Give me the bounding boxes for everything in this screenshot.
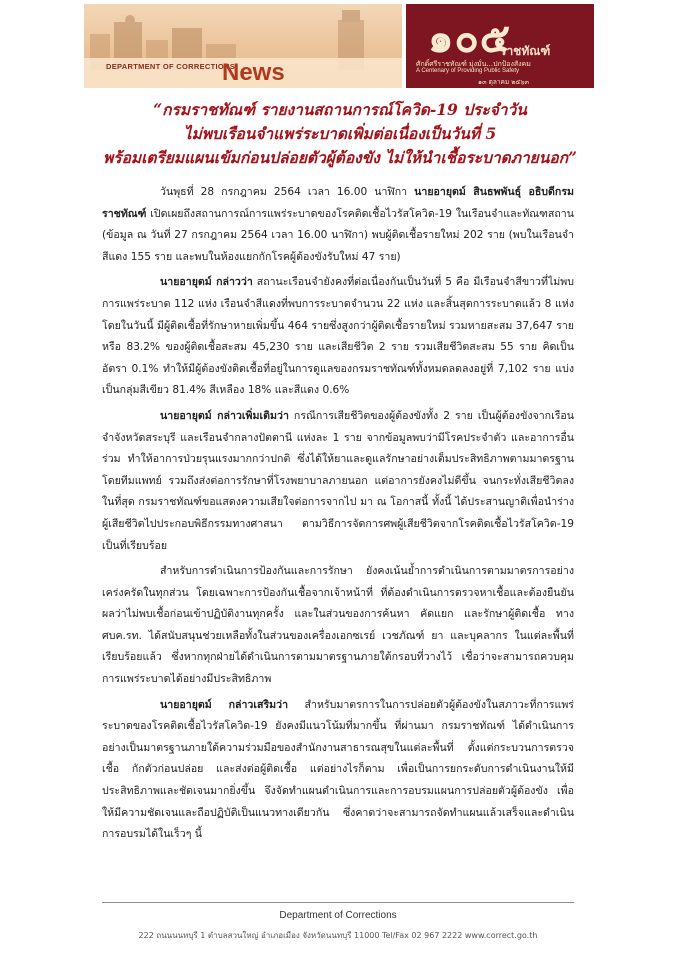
news-banner-panel [84,4,402,88]
p3-lead: นายอายุตม์ กล่าวเพิ่มเติมว่า [160,409,289,422]
slogan-thai: ศักดิ์ศรีราชทัณฑ์ มุ่งมั่น...ปกป้องสังคม [416,60,531,68]
slogan-english: A Centenary of Providing Public Safety [416,68,520,74]
p1-text: เปิดเผยถึงสถานการณ์การแพร่ระบาดของโรคติดเชื้อไวรัสโควิด-19 ในเรือนจำและทัณฑสถาน (ข้อมูล ณ วันที่ 27 กรกฎาคม 2564 เวลา 16.00 นาฬิกา) พบผู้ติดเชื้อรายใหม่ 202 ราย (พบในเรือนจำสีแดง 155 ราย และพบในห้องแยกกักโรคผู้ต้องขังรับใหม่ 47 ราย) [102,207,574,263]
p5-lead: นายอายุตม์ กล่าวเสริมว่า [160,698,289,711]
paragraph-1 [102,182,574,268]
p1-lead: วันพุธที่ 28 กรกฎาคม 2564 เวลา 16.00 นาฬิกา [160,186,415,198]
director-name: นายอายุตม์ สินธพพันธุ์ อธิบดีกรมราชทัณฑ์ [102,186,574,220]
footer-divider [102,902,574,903]
paragraph-5 [102,695,574,846]
anniversary-date: ๑๓ ตุลาคม ๒๕๖๓ [478,78,529,86]
headline-line-2: ไม่พบเรือนจำแพร่ระบาดเพิ่มต่อเนื่องเป็นวันที่ 5 [183,124,497,143]
headline-line-1: “กรมราชทัณฑ์ รายงานสถานการณ์โควิด-19 ประจำวัน [153,100,527,119]
p5-text: สำหรับมาตรการในการปล่อยตัวผู้ต้องขังในสภาวะที่การแพร่ระบาดของโรคติดเชื้อไวรัสโควิด-19 ยังคงมีแนวโน้มที่มากขึ้น ที่ผ่านมา กรมราชทัณฑ์ ได้ดำเนินการอย่างเป็นมาตรฐานภายใต้ความร่วมมือของสำนักงานสาธารณสุขในแต่ละพื้นที่ ตั้งแต่กระบวนการตรวจเชื้อ กักตัวก่อนปล่อย และส่งต่อผู้ติดเชื้อ แต่อย่างไรก็ตาม เพื่อเป็นการยกระดับการดำเนินงานให้มีประสิทธิภาพและชัดเจนมากยิ่งขึ้น จึงจัดทำแผนดำเนินการและการอบรมแผนการปล่อยตัวผู้ต้องขัง เพื่อให้มีความชัดเจนและถือปฏิบัติเป็นแนวทางเดียวกัน ซึ่งคาดว่าจะสามารถจัดทำแผนแล้วเสร็จและดำเนินการอบรมได้ในเร็วๆ นี้ [102,698,574,841]
p3-text: กรณีการเสียชีวิตของผู้ต้องขังทั้ง 2 ราย เป็นผู้ต้องขังจากเรือนจำจังหวัดสระบุรี และเรือนจำกลางปัตตานี แห่งละ 1 ราย จากข้อมูลพบว่ามีโรคประจำตัว และอาการอื่นร่วม ทำให้อาการป่วยรุนแรงมากกว่าปกติ ซึ่งได้ให้ยาและดูแลรักษาอย่างเต็มประสิทธิภาพตามมาตรฐานโดยทีมแพทย์ รวมถึงส่งต่อการรักษาที่โรงพยาบาลภายนอก แต่อาการยังคงไม่ดีขึ้น จนกระทั่งเสียชีวิตลงในที่สุด กรมราชทัณฑ์ขอแสดงความเสียใจต่อการจากไป มา ณ โอกาสนี้ ทั้งนี้ ได้ประสานญาติเพื่อนำร่างผู้เสียชีวิตไปประกอบพิธีกรรมทางศาสนา ตามวิธีการจัดการศพผู้เสียชีวิตจากโรคติดเชื้อไวรัสโควิด-19 เป็นที่เรียบร้อย [102,409,574,552]
anniversary-number: ๑๐๕ [428,15,512,62]
department-label: DEPARTMENT OF CORRECTIONS [106,62,236,71]
p2-text: สถานะเรือนจำยังคงที่ต่อเนื่องกันเป็นวันที่ 5 คือ มีเรือนจำสีขาวที่ไม่พบการแพร่ระบาด 112 แห่ง เรือนจำสีแดงที่พบการระบาดจำนวน 22 แห่ง และสิ้นสุดการระบาดแล้ว 8 แห่ง โดยในวันนี้ มีผู้ติดเชื้อที่รักษาหายเพิ่มขึ้น 464 รายซึ่งสูงกว่าผู้ติดเชื้อรายใหม่ รวมหายสะสม 37,647 ราย หรือ 83.2% ของผู้ติดเชื้อสะสม 45,230 ราย และเสียชีวิต 2 ราย รวมเสียชีวิตสะสม 55 ราย คิดเป็นอัตรา 0.1% ทำให้มีผู้ต้องขังติดเชื้อที่อยู่ในการดูแลของกรมราชทัณฑ์ทั้งหมดลดลงอยู่ที่ 7,102 ราย แบ่งเป็นกลุ่มสีเขียว 81.4% สีเหลือง 18% และสีแดง 0.6% [102,276,574,397]
headline-line-3: พร้อมเตรียมแผนเข้มก่อนปล่อยตัวผู้ต้องขัง ไม่ให้นำเชื้อระบาดภายนอก” [103,148,577,167]
paragraph-2 [102,272,574,402]
news-label: News [222,59,285,86]
headline [40,98,640,170]
anniversary-word: ราชทัณฑ์ [500,44,551,58]
article-body [102,182,574,850]
paragraph-4: สำหรับการดำเนินการป้องกันและการรักษา ยังคงเน้นย้ำการดำเนินการตามมาตรการอย่างเคร่งครัดในทุกส่วน โดยเฉพาะการป้องกันเชื้อจากเจ้าหน้าที่ ที่ต้องดำเนินการตรวจหาเชื้อและต้องยืนยันผลว่าไม่พบเชื้อก่อนเข้าปฏิบัติงานทุกครั้ง และในส่วนของการค้นหา คัดแยก และรักษาผู้ติดเชื้อ ทาง ศบค.รท. ได้สนับสนุนช่วยเหลือทั้งในส่วนของเครื่องเอกซเรย์ เวชภัณฑ์ ยา และบุคลากร ในแต่ละพื้นที่เรียบร้อยแล้ว ซึ่งหากทุกฝ่ายได้ดำเนินการตามมาตรฐานภายใต้กรอบที่วางไว้ เชื่อว่าจะสามารถควบคุมการแพร่ระบาดได้อย่างมีประสิทธิภาพ [102,565,574,686]
anniversary-logo [406,4,594,88]
footer-department: Department of Corrections [279,910,397,921]
p2-lead: นายอายุตม์ กล่าวว่า [160,276,253,289]
header-banner [84,4,594,88]
footer-address: 222 ถนนนนทบุรี 1 ตำบลสวนใหญ่ อำเภอเมือง จังหวัดนนทบุรี 11000 Tel/Fax 02 967 2222 www.correct.go.th [138,931,538,940]
paragraph-3 [102,406,574,557]
